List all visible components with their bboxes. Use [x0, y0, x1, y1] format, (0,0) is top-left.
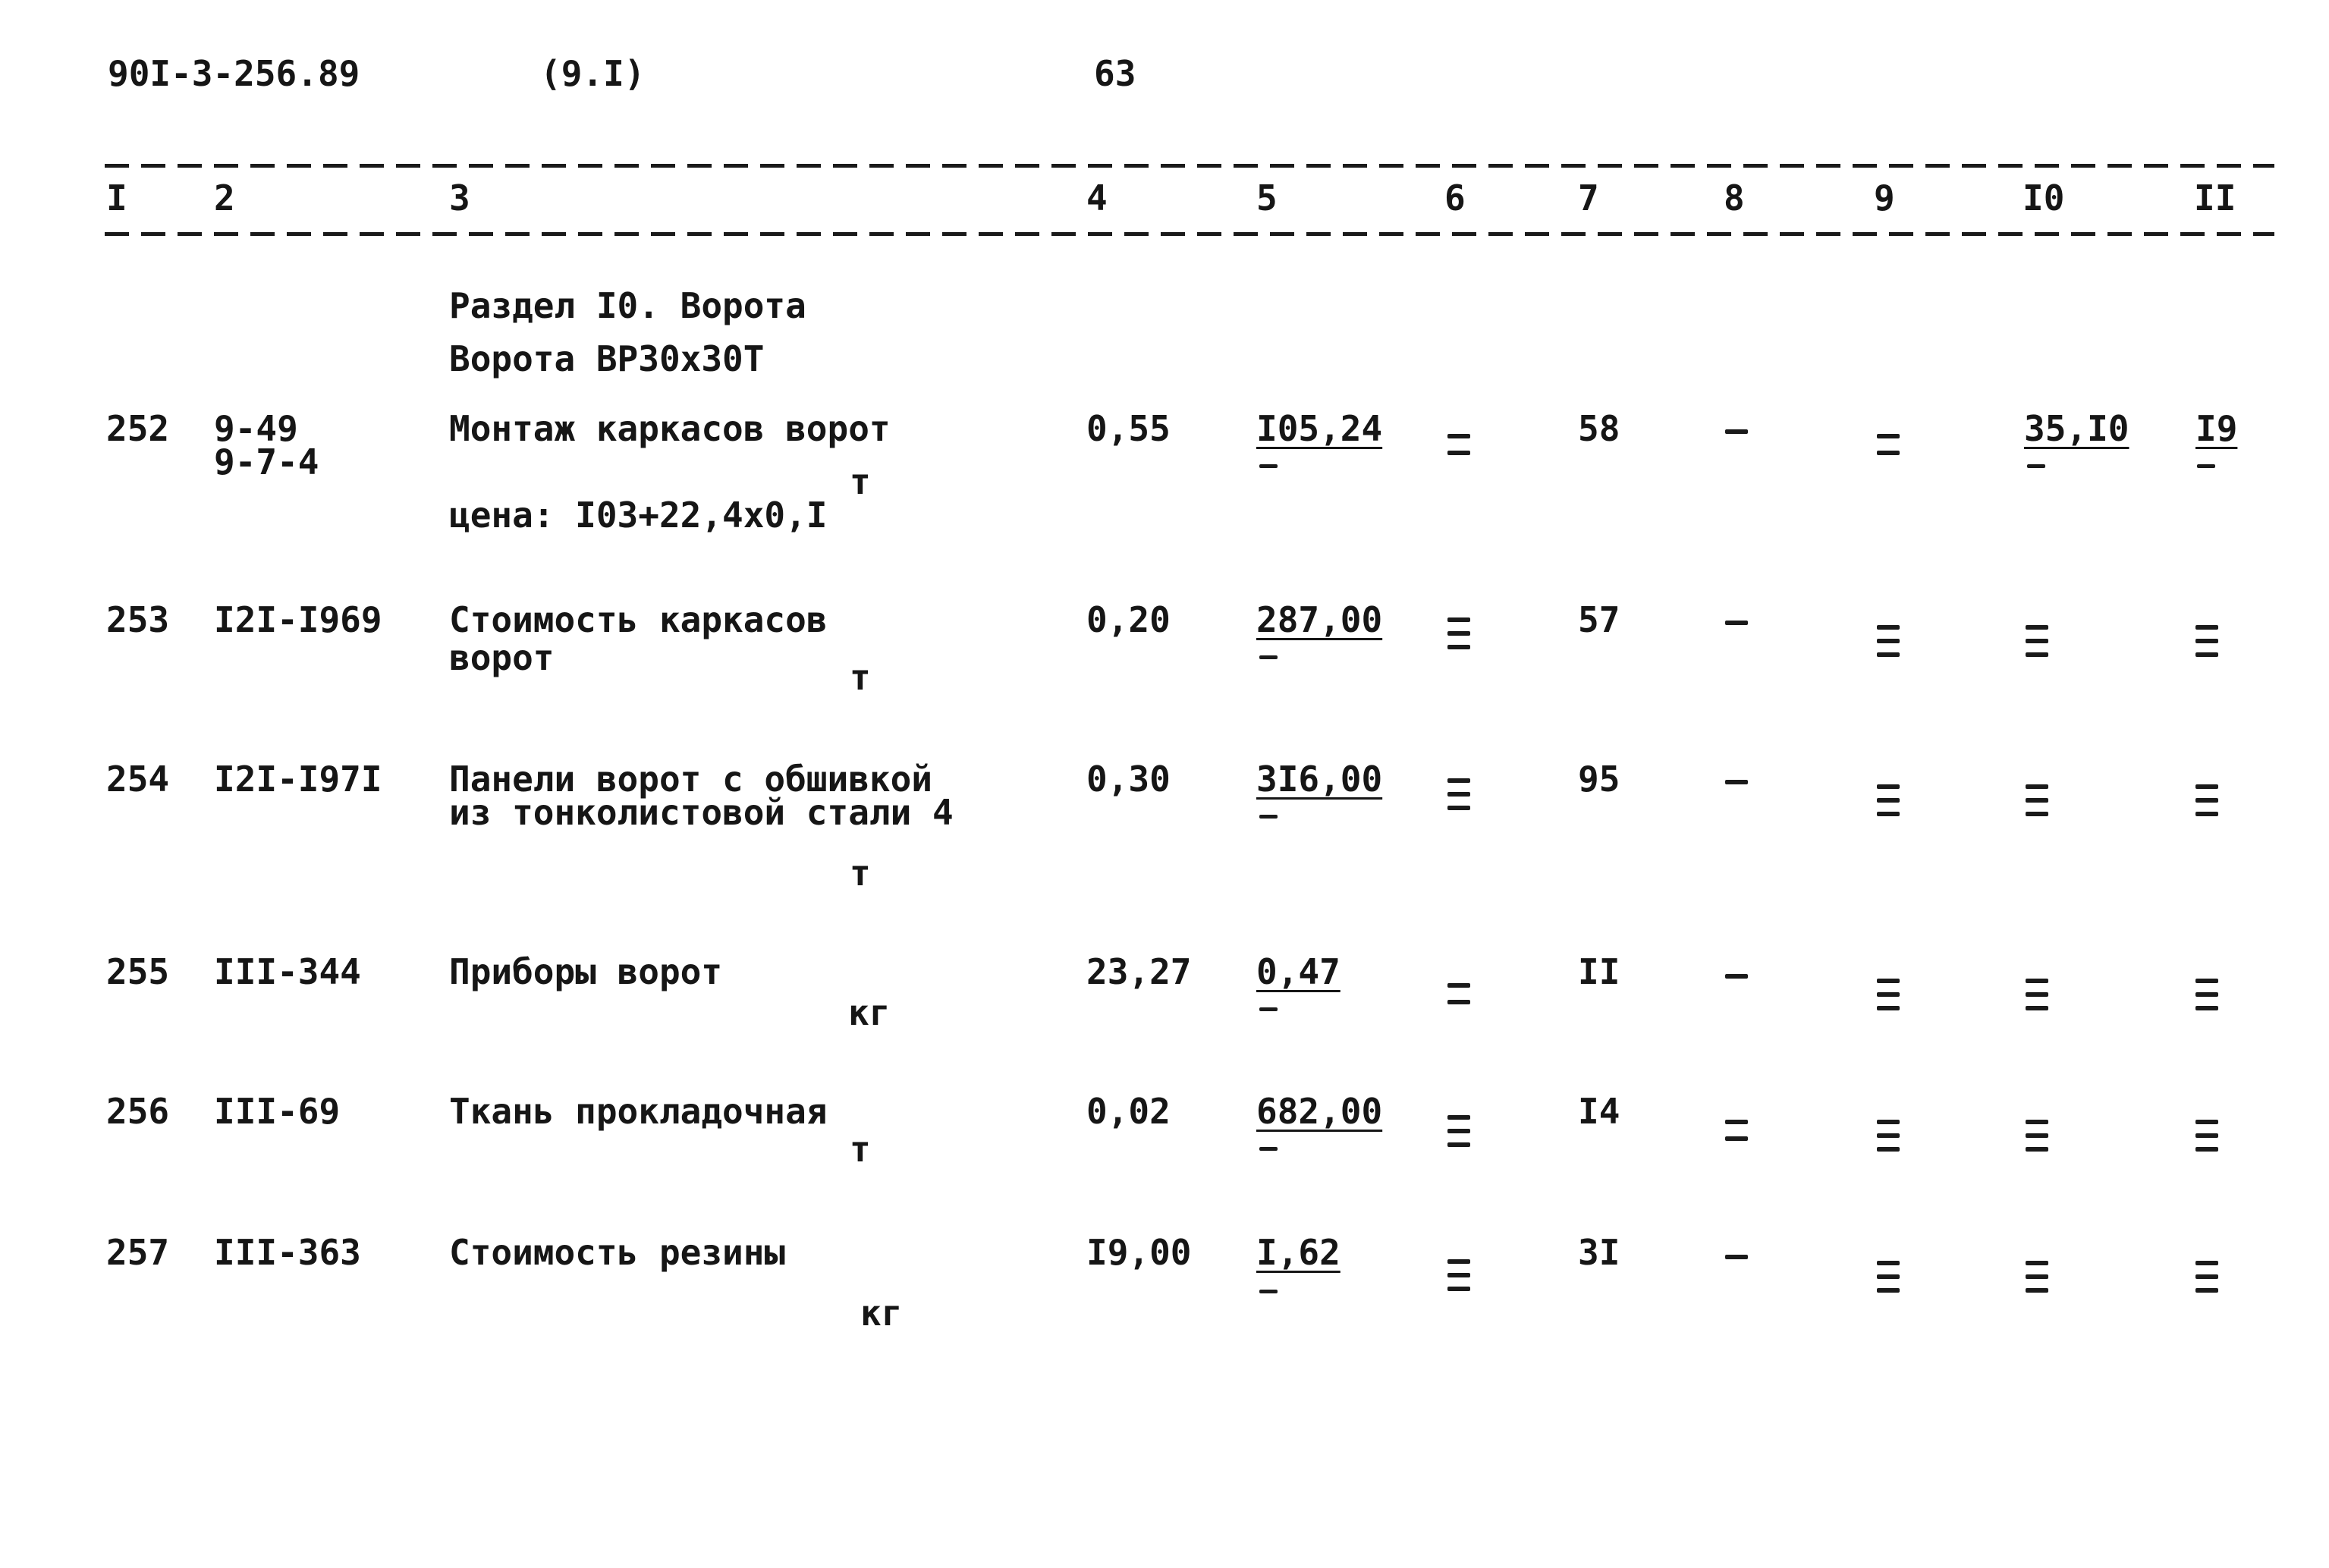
- norm-code: 9-49: [214, 408, 298, 449]
- value-col7: 57: [1578, 599, 1620, 640]
- ditto-mark: [2026, 974, 2048, 1013]
- unit: кг: [860, 1293, 903, 1334]
- unit-price: I05,24: [1256, 408, 1383, 449]
- ditto-mark: [2195, 1115, 2218, 1155]
- ditto-mark: [1877, 621, 1900, 660]
- ditto-mark: [1259, 655, 1278, 659]
- norm-code: III-344: [214, 951, 361, 992]
- column-header: 7: [1578, 178, 1599, 218]
- column-header: 9: [1874, 178, 1895, 218]
- item-name: Стоимость каркасов: [449, 599, 828, 640]
- unit: кг: [848, 992, 891, 1033]
- norm-code: 9-7-4: [214, 441, 319, 482]
- dash-mark: [1725, 780, 1748, 784]
- header-top-rule: [105, 164, 2274, 168]
- unit-price: 287,00: [1256, 599, 1383, 640]
- ditto-mark: [1259, 464, 1278, 468]
- value-col7: II: [1578, 951, 1620, 992]
- dash-mark: [1725, 1255, 1748, 1259]
- page-number: 63: [1094, 53, 1136, 94]
- ditto-mark: [1877, 1115, 1900, 1155]
- ditto-mark: [1259, 815, 1278, 819]
- column-header: 6: [1444, 178, 1466, 218]
- ditto-mark: [2195, 621, 2218, 660]
- ditto-mark: [2197, 464, 2215, 468]
- quantity: 0,30: [1086, 759, 1171, 800]
- value-col7: I4: [1578, 1091, 1620, 1132]
- value-col11: I9: [2195, 408, 2238, 449]
- ditto-mark: [2026, 621, 2048, 660]
- quantity: 0,20: [1086, 599, 1171, 640]
- ditto-mark: [1877, 780, 1900, 819]
- value-col7: 58: [1578, 408, 1620, 449]
- row-number: 256: [106, 1091, 170, 1132]
- dash-mark: [1725, 974, 1748, 979]
- item-name: Стоимость резины: [449, 1232, 786, 1273]
- album-number: (9.I): [540, 53, 646, 94]
- ditto-mark: [1447, 1255, 1470, 1294]
- value-col10: 35,I0: [2024, 408, 2129, 449]
- column-header: I: [106, 178, 127, 218]
- ditto-mark: [1725, 1111, 1748, 1145]
- ditto-mark: [1447, 774, 1470, 813]
- ditto-mark: [2026, 1115, 2048, 1155]
- section-subtitle: Ворота ВР30х30Т: [449, 338, 765, 379]
- unit-price: 0,47: [1256, 951, 1341, 992]
- quantity: I9,00: [1086, 1232, 1192, 1273]
- column-header: 2: [214, 178, 235, 218]
- row-number: 252: [106, 408, 170, 449]
- unit: т: [850, 657, 871, 698]
- column-header: I0: [2023, 178, 2065, 218]
- value-col7: 3I: [1578, 1232, 1620, 1273]
- unit: т: [850, 1129, 871, 1170]
- column-header: 4: [1086, 178, 1108, 218]
- row-number: 254: [106, 759, 170, 800]
- unit-price: I,62: [1256, 1232, 1341, 1273]
- unit-price: 682,00: [1256, 1091, 1383, 1132]
- ditto-mark: [1259, 1290, 1278, 1293]
- ditto-mark: [1447, 974, 1470, 1009]
- item-name: Монтаж каркасов ворот: [449, 408, 891, 449]
- ditto-mark: [1259, 1147, 1278, 1151]
- header-bottom-rule: [105, 232, 2274, 236]
- norm-code: III-363: [214, 1232, 361, 1273]
- ditto-mark: [1447, 613, 1470, 652]
- unit-price: 3I6,00: [1256, 759, 1383, 800]
- value-col7: 95: [1578, 759, 1620, 800]
- unit: т: [850, 461, 871, 502]
- quantity: 0,55: [1086, 408, 1171, 449]
- row-number: 253: [106, 599, 170, 640]
- price-note: цена: I03+22,4х0,I: [449, 495, 828, 536]
- ditto-mark: [1447, 425, 1470, 460]
- quantity: 0,02: [1086, 1091, 1171, 1132]
- item-name: Приборы ворот: [449, 951, 723, 992]
- column-header: 5: [1256, 178, 1278, 218]
- ditto-mark: [1877, 1256, 1900, 1296]
- ditto-mark: [2195, 780, 2218, 819]
- section-title: Раздел I0. Ворота: [449, 285, 806, 326]
- norm-code: I2I-I969: [214, 599, 382, 640]
- document-number: 90I-3-256.89: [108, 53, 360, 94]
- item-name: из тонколистовой стали 4: [449, 792, 954, 833]
- ditto-mark: [1447, 1111, 1470, 1150]
- ditto-mark: [2027, 464, 2045, 468]
- ditto-mark: [2026, 1256, 2048, 1296]
- ditto-mark: [2195, 974, 2218, 1013]
- ditto-mark: [2195, 1256, 2218, 1296]
- norm-code: III-69: [214, 1091, 341, 1132]
- item-name: Ткань прокладочная: [449, 1091, 828, 1132]
- unit: т: [850, 853, 871, 894]
- dash-mark: [1725, 621, 1748, 625]
- ditto-mark: [1877, 974, 1900, 1013]
- column-header: 3: [449, 178, 470, 218]
- dash-mark: [1725, 429, 1748, 434]
- row-number: 257: [106, 1232, 170, 1273]
- ditto-mark: [1259, 1007, 1278, 1011]
- ditto-mark: [2026, 780, 2048, 819]
- item-name: ворот: [449, 637, 555, 678]
- column-header: 8: [1724, 178, 1745, 218]
- item-name: Панели ворот с обшивкой: [449, 759, 932, 800]
- ditto-mark: [1877, 425, 1900, 460]
- row-number: 255: [106, 951, 170, 992]
- norm-code: I2I-I97I: [214, 759, 382, 800]
- column-header: II: [2194, 178, 2236, 218]
- quantity: 23,27: [1086, 951, 1192, 992]
